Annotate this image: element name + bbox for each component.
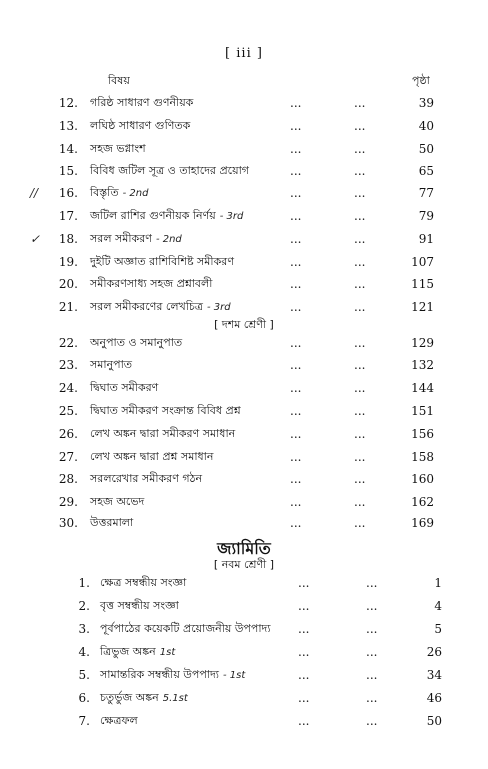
leader-dots: ... — [354, 209, 366, 223]
section-label-class10: [ দশম শ্রেণী ] — [214, 318, 274, 331]
leader-dots: ... — [290, 450, 302, 464]
leader-dots: ... — [354, 277, 366, 291]
row-title-text: বিস্তৃতি — [90, 186, 119, 199]
leader-dots: ... — [354, 516, 366, 530]
leader-dots: ... — [298, 691, 310, 705]
row-title: সমানুপাত — [90, 358, 133, 371]
row-title: লঘিষ্ঠ সাধারণ গুণিতক — [90, 119, 191, 132]
toc-row — [0, 92, 488, 114]
row-page: 79 — [418, 209, 434, 223]
row-number: 29. — [58, 495, 78, 509]
leader-dots: ... — [290, 186, 302, 200]
row-title: গরিষ্ঠ সাধারণ গুণনীয়ক — [90, 96, 194, 109]
leader-dots: ... — [354, 358, 366, 372]
leader-dots: ... — [366, 576, 378, 590]
leader-dots: ... — [290, 427, 302, 441]
leader-dots: ... — [290, 472, 302, 486]
leader-dots: ... — [290, 255, 302, 269]
row-number: 2. — [78, 599, 90, 613]
row-page: 4 — [434, 599, 442, 613]
row-number: 20. — [58, 277, 78, 291]
leader-dots: ... — [366, 645, 378, 659]
row-title — [90, 205, 243, 228]
row-page: 1 — [434, 576, 442, 590]
row-page: 39 — [418, 96, 434, 110]
handwritten-note: 5.1st — [162, 693, 188, 704]
leader-dots: ... — [290, 404, 302, 418]
toc-row — [0, 182, 488, 204]
row-page: 132 — [411, 358, 434, 372]
row-title — [100, 687, 188, 710]
row-page: 160 — [411, 472, 434, 486]
row-title — [100, 641, 175, 664]
toc-row — [0, 205, 488, 227]
row-page: 169 — [411, 516, 434, 530]
leader-dots: ... — [354, 472, 366, 486]
row-title: দুইটি অজ্ঞাত রাশিবিশিষ্ট সমীকরণ — [90, 255, 234, 268]
leader-dots: ... — [366, 622, 378, 636]
row-title: বৃত্ত সম্বন্ধীয় সংজ্ঞা — [100, 599, 179, 612]
leader-dots: ... — [290, 358, 302, 372]
row-title — [90, 182, 148, 205]
leader-dots: ... — [354, 186, 366, 200]
handwritten-note: - 3rd — [206, 302, 231, 313]
row-title: উত্তরমালা — [90, 516, 134, 529]
row-number: 30. — [58, 516, 78, 530]
toc-row — [0, 296, 488, 318]
row-page: 91 — [418, 232, 434, 246]
leader-dots: ... — [354, 427, 366, 441]
leader-dots: ... — [290, 164, 302, 178]
row-number: 15. — [58, 164, 78, 178]
handwritten-note: - 2nd — [155, 234, 182, 245]
leader-dots: ... — [354, 164, 366, 178]
row-page: 40 — [418, 119, 434, 133]
row-title: সহজ ভগ্নাংশ — [90, 142, 146, 155]
row-page: 26 — [426, 645, 442, 659]
row-title: সমীকরণসাধ্য সহজ প্রশ্নাবলী — [90, 277, 213, 290]
toc-row — [0, 400, 488, 422]
row-title: দ্বিঘাত সমীকরণ — [90, 381, 159, 394]
toc-row — [0, 664, 488, 686]
leader-dots: ... — [354, 381, 366, 395]
leader-dots: ... — [366, 714, 378, 728]
section-title-geometry: জ্যামিতি — [217, 539, 271, 558]
toc-row — [0, 641, 488, 663]
leader-dots: ... — [366, 668, 378, 682]
row-number: 3. — [78, 622, 90, 636]
leader-dots: ... — [298, 714, 310, 728]
leader-dots: ... — [354, 300, 366, 314]
leader-dots: ... — [354, 255, 366, 269]
row-page: 77 — [418, 186, 434, 200]
handwritten-note: - 3rd — [219, 211, 244, 222]
toc-row — [0, 251, 488, 273]
row-title: দ্বিঘাত সমীকরণ সংক্রান্ত বিবিধ প্রশ্ন — [90, 404, 241, 417]
toc-row — [0, 468, 488, 490]
leader-dots: ... — [290, 96, 302, 110]
row-title: লেখ অঙ্কন দ্বারা সমীকরণ সমাধান — [90, 427, 236, 440]
toc-row — [0, 423, 488, 445]
leader-dots: ... — [290, 119, 302, 133]
toc-row — [0, 377, 488, 399]
leader-dots: ... — [290, 277, 302, 291]
leader-dots: ... — [290, 300, 302, 314]
row-page: 5 — [434, 622, 442, 636]
column-header-page: পৃষ্ঠা — [412, 74, 430, 87]
leader-dots: ... — [290, 209, 302, 223]
row-number: 22. — [58, 336, 78, 350]
row-title-text: সামান্তরিক সম্বন্ধীয় উপপাদ্য — [100, 668, 219, 681]
leader-dots: ... — [290, 142, 302, 156]
leader-dots: ... — [354, 450, 366, 464]
row-title: ক্ষেত্র সম্বন্ধীয় সংজ্ঞা — [100, 576, 187, 589]
toc-row — [0, 512, 488, 534]
leader-dots: ... — [290, 495, 302, 509]
row-number: 5. — [78, 668, 90, 682]
row-title-text: সরল সমীকরণ — [90, 232, 152, 245]
toc-row — [0, 332, 488, 354]
row-page: 34 — [426, 668, 442, 682]
toc-row — [0, 491, 488, 513]
leader-dots: ... — [290, 381, 302, 395]
toc-row — [0, 115, 488, 137]
handwritten-note: 1st — [159, 647, 176, 658]
toc-row — [0, 687, 488, 709]
row-number: 13. — [58, 119, 78, 133]
leader-dots: ... — [298, 599, 310, 613]
row-title-text: চতুর্ভুজ অঙ্কন — [100, 691, 159, 704]
row-page: 129 — [411, 336, 434, 350]
row-title: সহজ অভেদ — [90, 495, 145, 508]
row-page: 107 — [411, 255, 434, 269]
leader-dots: ... — [366, 599, 378, 613]
row-title-text: ত্রিভুজ অঙ্কন — [100, 645, 156, 658]
toc-row — [0, 572, 488, 594]
leader-dots: ... — [290, 336, 302, 350]
row-page: 156 — [411, 427, 434, 441]
row-title-text: সরল সমীকরণের লেখচিত্র — [90, 300, 203, 313]
row-number: 14. — [58, 142, 78, 156]
toc-row — [0, 354, 488, 376]
row-page: 144 — [411, 381, 434, 395]
row-title: পূর্বপাঠের কয়েকটি প্রয়োজনীয় উপপাদ্য — [100, 622, 271, 635]
page-number: [ iii ] — [225, 46, 263, 61]
row-number: 24. — [58, 381, 78, 395]
row-number: 21. — [58, 300, 78, 314]
row-page: 151 — [411, 404, 434, 418]
leader-dots: ... — [298, 668, 310, 682]
row-title: লেখ অঙ্কন দ্বারা প্রশ্ন সমাধান — [90, 450, 214, 463]
toc-row — [0, 228, 488, 250]
row-title: ক্ষেত্রফল — [100, 714, 138, 727]
toc-row — [0, 446, 488, 468]
row-page: 65 — [418, 164, 434, 178]
row-page: 50 — [418, 142, 434, 156]
row-number: 18. — [58, 232, 78, 246]
row-number: 1. — [78, 576, 90, 590]
leader-dots: ... — [366, 691, 378, 705]
row-title: অনুপাত ও সমানুপাত — [90, 336, 183, 349]
row-title: বিবিধ জটিল সূত্র ও তাহাদের প্রয়োগ — [90, 164, 249, 177]
row-title — [100, 664, 245, 687]
leader-dots: ... — [290, 516, 302, 530]
row-number: 12. — [58, 96, 78, 110]
row-page: 162 — [411, 495, 434, 509]
row-page: 158 — [411, 450, 434, 464]
row-page: 121 — [411, 300, 434, 314]
toc-row — [0, 710, 488, 732]
toc-row — [0, 160, 488, 182]
handwritten-tick: // — [30, 186, 39, 200]
row-number: 28. — [58, 472, 78, 486]
section-label-class9: [ নবম শ্রেণী ] — [213, 558, 275, 571]
leader-dots: ... — [354, 142, 366, 156]
leader-dots: ... — [354, 495, 366, 509]
handwritten-note: - 1st — [222, 670, 246, 681]
row-number: 4. — [78, 645, 90, 659]
handwritten-tick: ✓ — [30, 232, 41, 246]
toc-row — [0, 595, 488, 617]
row-number: 25. — [58, 404, 78, 418]
column-header-subject: বিষয় — [108, 74, 130, 87]
leader-dots: ... — [298, 576, 310, 590]
row-title: সরলরেখার সমীকরণ গঠন — [90, 472, 203, 485]
toc-row — [0, 138, 488, 160]
row-page: 115 — [411, 277, 434, 291]
leader-dots: ... — [290, 232, 302, 246]
row-number: 19. — [58, 255, 78, 269]
row-number: 16. — [58, 186, 78, 200]
toc-row — [0, 618, 488, 640]
leader-dots: ... — [354, 119, 366, 133]
toc-row — [0, 273, 488, 295]
handwritten-note: - 2nd — [122, 188, 149, 199]
row-number: 27. — [58, 450, 78, 464]
leader-dots: ... — [298, 622, 310, 636]
leader-dots: ... — [354, 336, 366, 350]
row-title-text: জটিল রাশির গুণনীয়ক নির্ণয় — [90, 209, 216, 222]
row-number: 6. — [78, 691, 90, 705]
row-number: 17. — [58, 209, 78, 223]
leader-dots: ... — [354, 232, 366, 246]
row-number: 26. — [58, 427, 78, 441]
row-number: 7. — [78, 714, 90, 728]
row-title — [90, 228, 182, 251]
row-page: 50 — [426, 714, 442, 728]
row-number: 23. — [58, 358, 78, 372]
leader-dots: ... — [354, 404, 366, 418]
row-page: 46 — [426, 691, 442, 705]
leader-dots: ... — [298, 645, 310, 659]
leader-dots: ... — [354, 96, 366, 110]
